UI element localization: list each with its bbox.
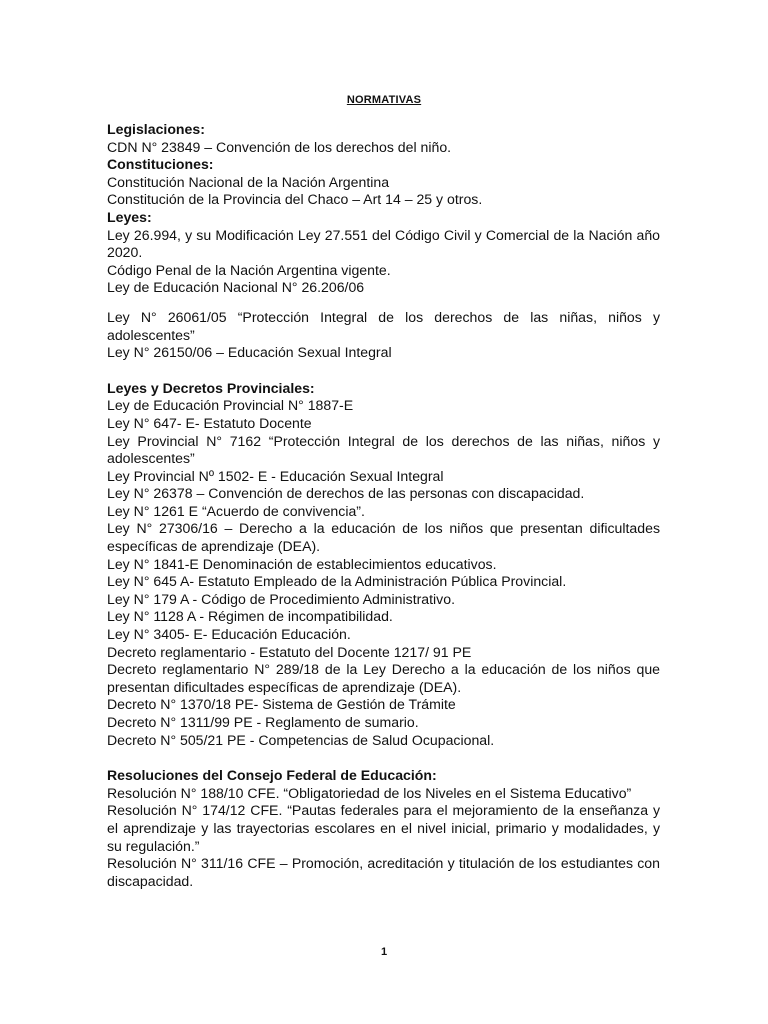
heading-constituciones: Constituciones: — [107, 156, 214, 173]
document-body — [107, 121, 660, 890]
list-item: Decreto N° 1311/99 PE - Reglamento de sumario. — [107, 714, 419, 730]
page-title: NORMATIVAS — [346, 94, 422, 106]
list-item: Ley N° 1128 A - Régimen de incompatibilidad. — [107, 608, 393, 625]
list-item: Resolución N° 174/12 CFE. “Pautas federales para el mejoramiento de la enseñanza y el aprendizaje y las trayectorias escolares en el nivel inicial, primario y modalidades, y su regulación.” — [107, 802, 660, 854]
list-item: Ley N° 179 A - Código de Procedimiento Administrativo. — [107, 590, 455, 607]
list-item: Resolución N° 311/16 CFE – Promoción, acreditación y titulación de los estudiantes con discapacidad. — [107, 855, 660, 889]
list-item: Constitución Nacional de la Nación Argentina — [107, 173, 390, 190]
heading-leyes: Leyes: — [107, 208, 152, 225]
list-item: Ley N° 3405- E- Educación Educación. — [107, 626, 351, 643]
list-item: Decreto N° 1370/18 PE- Sistema de Gestión de Trámite — [107, 696, 456, 713]
list-item: Decreto N° 505/21 PE - Competencias de Salud Ocupacional. — [107, 731, 495, 748]
list-item: Ley Provincial Nº 1502- E - Educación Sexual Integral — [107, 467, 444, 484]
list-item: Ley N° 26378 – Convención de derechos de las personas con discapacidad. — [107, 485, 585, 502]
list-item: Ley N° 1261 E “Acuerdo de convivencia”. — [107, 502, 365, 519]
heading-legislaciones: Legislaciones: — [107, 121, 205, 137]
list-item: Decreto reglamentario - Estatuto del Docente 1217/ 91 PE — [107, 643, 472, 660]
list-item: Constitución de la Provincia del Chaco – Art 14 – 25 y otros. — [107, 191, 483, 208]
list-item: Ley N° 26150/06 – Educación Sexual Integral — [107, 344, 392, 361]
list-item: Ley de Educación Nacional N° 26.206/06 — [107, 279, 365, 296]
list-item: Ley Provincial N° 7162 “Protección Integral de los derechos de las niñas, niños y adolescentes” — [107, 432, 660, 467]
list-item: Código Penal de la Nación Argentina vigente. — [107, 261, 391, 278]
list-item: Ley 26.994, y su Modificación Ley 27.551 del Código Civil y Comercial de la Nación año 2020. — [107, 226, 660, 261]
list-item: CDN N° 23849 – Convención de los derechos del niño. — [107, 138, 452, 155]
heading-resoluciones-cfe: Resoluciones del Consejo Federal de Educación: — [107, 767, 437, 784]
list-item: Ley N° 645 A- Estatuto Empleado de la Administración Pública Provincial. — [107, 573, 567, 590]
heading-leyes-decretos-provinciales: Leyes y Decretos Provinciales: — [107, 379, 315, 396]
list-item: Ley de Educación Provincial N° 1887-E — [107, 397, 354, 414]
list-item: Ley N° 1841-E Denominación de establecimientos educativos. — [107, 555, 497, 572]
list-item: Resolución N° 188/10 CFE. “Obligatoriedad de los Niveles en el Sistema Educativo” — [107, 784, 632, 801]
list-item: Ley N° 26061/05 “Protección Integral de los derechos de las niñas, niños y adolescentes” — [107, 308, 660, 343]
page-number: 1 — [380, 946, 388, 958]
list-item: Ley N° 647- E- Estatuto Docente — [107, 414, 312, 431]
list-item: Ley N° 27306/16 – Derecho a la educación de los niños que presentan dificultades específicas de aprendizaje (DEA). — [107, 520, 660, 555]
list-item: Decreto reglamentario N° 289/18 de la Ley Derecho a la educación de los niños que presentan dificultades específicas de aprendizaje (DEA). — [107, 661, 660, 695]
